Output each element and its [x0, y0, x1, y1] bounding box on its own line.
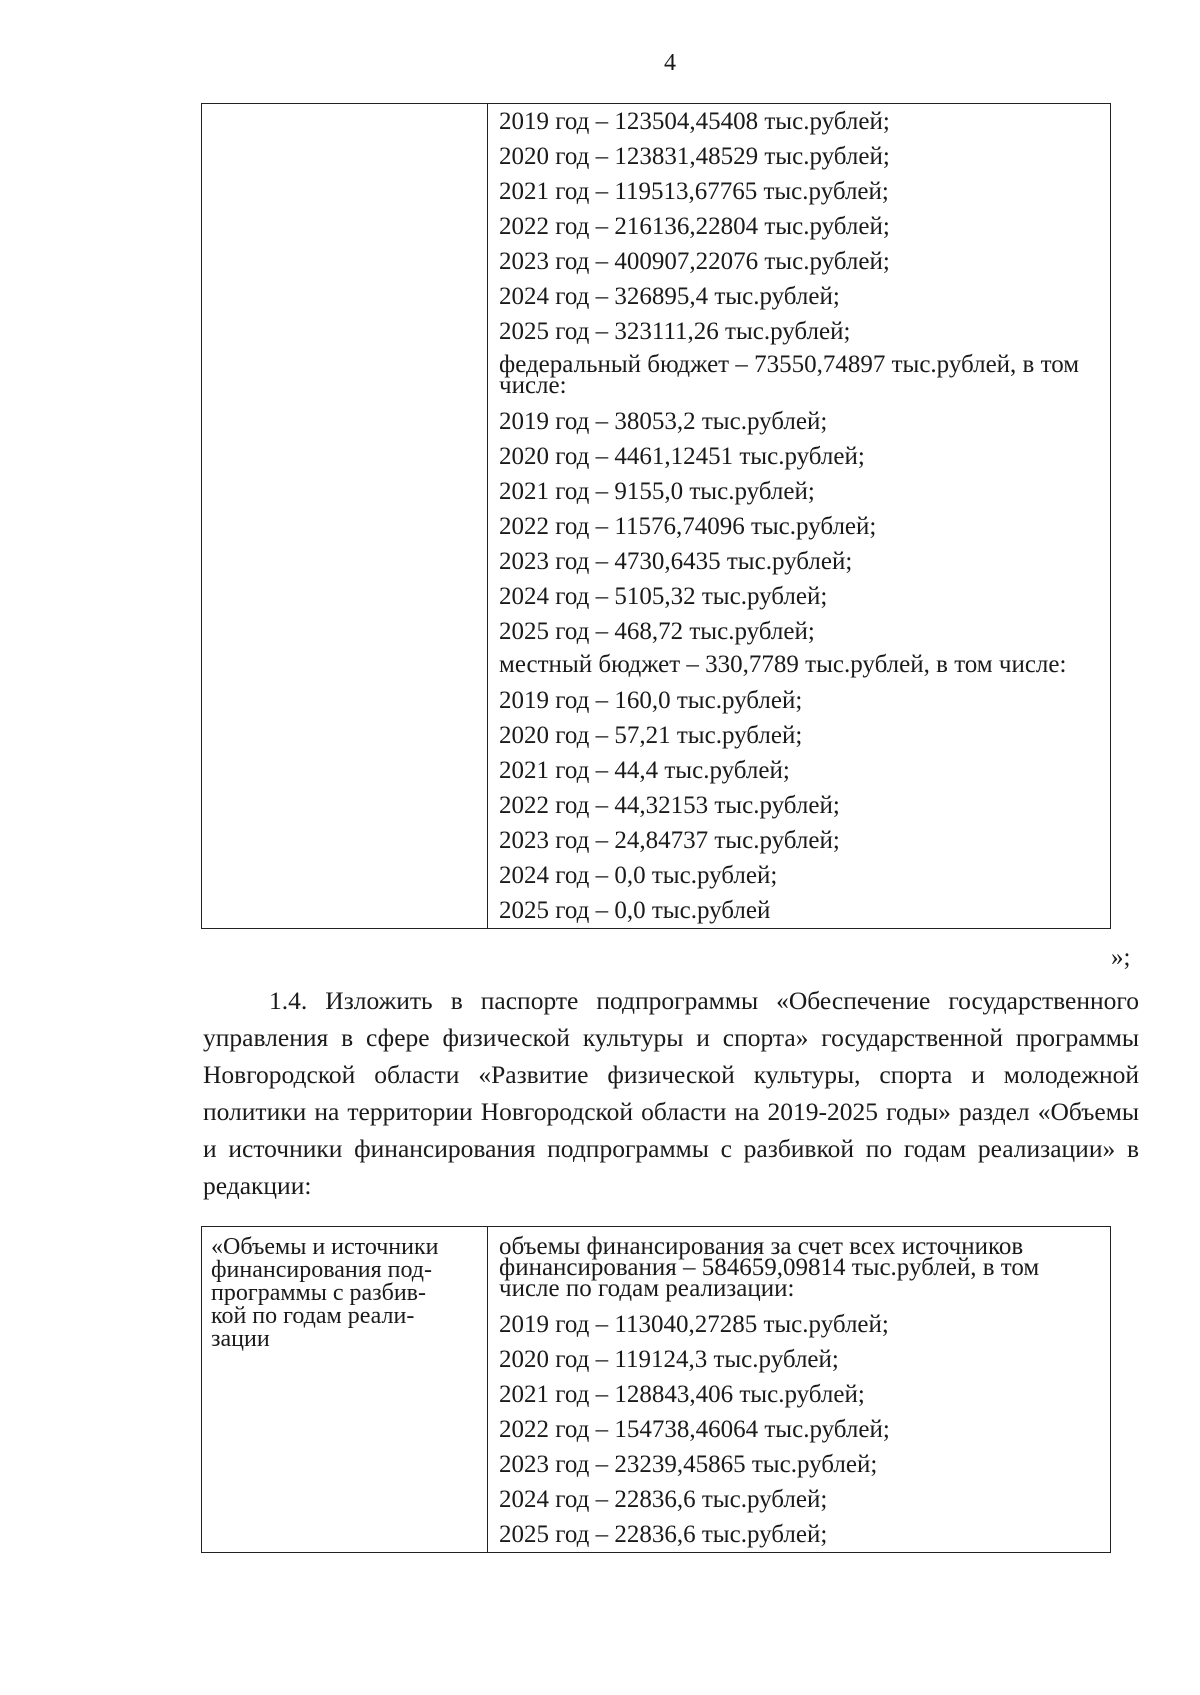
funding-line: 2025 год – 468,72 тыс.рублей;	[499, 618, 815, 645]
funding-line: 2023 год – 400907,22076 тыс.рублей;	[499, 248, 890, 275]
funding-line: 2025 год – 22836,6 тыс.рублей;	[499, 1521, 828, 1548]
page-number: 4	[664, 50, 676, 76]
funding-line: 2021 год – 119513,67765 тыс.рублей;	[499, 178, 889, 205]
funding-line: 2019 год – 38053,2 тыс.рублей;	[499, 408, 828, 435]
funding-table-new	[201, 1226, 1111, 1553]
funding-line: 2021 год – 44,4 тыс.рублей;	[499, 757, 790, 784]
funding-line: 2020 год – 4461,12451 тыс.рублей;	[499, 443, 865, 470]
table2-right-cell	[488, 1227, 1111, 1553]
funding-line: 2024 год – 0,0 тыс.рублей;	[499, 862, 778, 889]
funding-line: 2024 год – 22836,6 тыс.рублей;	[499, 1486, 828, 1513]
total-funding-header: объемы финансирования за счет всех источников финансирования – 584659,09814 тыс.рублей, в том числе по годам реализации:	[499, 1233, 1040, 1302]
funding-line: 2020 год – 119124,3 тыс.рублей;	[499, 1346, 839, 1373]
funding-line: 2020 год – 57,21 тыс.рублей;	[499, 722, 803, 749]
funding-line: 2019 год – 160,0 тыс.рублей;	[499, 687, 803, 714]
funding-table-continued	[201, 103, 1111, 929]
funding-line: 2024 год – 326895,4 тыс.рублей;	[499, 283, 840, 310]
funding-line: 2024 год – 5105,32 тыс.рублей;	[499, 583, 828, 610]
closing-quote: »;	[1111, 944, 1131, 971]
table1-left-cell	[202, 104, 488, 929]
funding-line: 2025 год – 323111,26 тыс.рублей;	[499, 318, 851, 345]
local-budget-header: местный бюджет – 330,7789 тыс.рублей, в том числе:	[499, 651, 1067, 678]
funding-line: 2021 год – 9155,0 тыс.рублей;	[499, 478, 815, 505]
amendment-paragraph: 1.4. Изложить в паспорте подпрограммы «Обеспечение государственного управления в сфере физической культуры и спорта» государственной программы Новгородской области «Развитие физической культуры, спорта и молодежной политики на территории Новгородской области на 2019-2025 годы» раздел «Объемы и источники финансирования подпрограммы с разбивкой по годам реализации» в редакции:	[203, 986, 1139, 1200]
funding-line: 2020 год – 123831,48529 тыс.рублей;	[499, 143, 890, 170]
funding-line: 2019 год – 123504,45408 тыс.рублей;	[499, 108, 890, 135]
funding-line: 2022 год – 216136,22804 тыс.рублей;	[499, 213, 890, 240]
funding-line: 2025 год – 0,0 тыс.рублей	[499, 897, 771, 924]
funding-line: 2023 год – 4730,6435 тыс.рублей;	[499, 548, 853, 575]
funding-line: 2022 год – 44,32153 тыс.рублей;	[499, 792, 840, 819]
table1-right-cell	[488, 104, 1111, 929]
funding-line: 2019 год – 113040,27285 тыс.рублей;	[499, 1311, 889, 1338]
funding-line: 2022 год – 11576,74096 тыс.рублей;	[499, 513, 877, 540]
funding-line: 2022 год – 154738,46064 тыс.рублей;	[499, 1416, 890, 1443]
funding-line: 2023 год – 24,84737 тыс.рублей;	[499, 827, 840, 854]
federal-budget-header: федеральный бюджет – 73550,74897 тыс.рублей, в том числе:	[499, 351, 1080, 399]
funding-line: 2021 год – 128843,406 тыс.рублей;	[499, 1381, 865, 1408]
section-label: «Объемы и источники финансирования под- программы с разбив- кой по годам реали- зации	[202, 1227, 488, 1553]
funding-line: 2023 год – 23239,45865 тыс.рублей;	[499, 1451, 878, 1478]
